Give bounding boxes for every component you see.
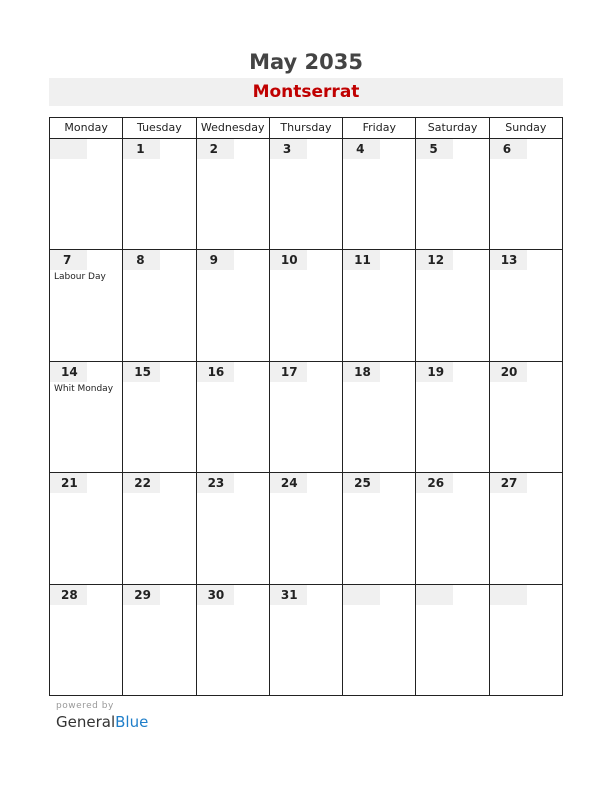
day-number: 1	[123, 139, 160, 159]
day-number: 4	[343, 139, 380, 159]
day-cell	[270, 473, 343, 584]
generalblue-logo[interactable]	[56, 712, 148, 732]
day-cell	[123, 139, 196, 250]
holiday-label: Whit Monday	[54, 383, 114, 394]
day-number: 19	[416, 362, 453, 382]
day-number: 28	[50, 585, 87, 605]
day-number: 23	[197, 473, 234, 493]
day-cell	[270, 585, 343, 696]
day-number: 27	[490, 473, 527, 493]
day-cell	[343, 362, 416, 473]
day-cell	[490, 139, 563, 250]
day-number: 12	[416, 250, 453, 270]
powered-by-text: powered by	[56, 701, 114, 711]
day-cell	[50, 473, 123, 584]
day-cell	[270, 139, 343, 250]
day-number: 21	[50, 473, 87, 493]
day-cell	[416, 362, 489, 473]
day-number: 17	[270, 362, 307, 382]
day-cell	[416, 139, 489, 250]
day-number: 20	[490, 362, 527, 382]
day-number: 8	[123, 250, 160, 270]
day-number: 10	[270, 250, 307, 270]
day-cell	[50, 250, 123, 361]
day-cell	[50, 585, 123, 696]
day-cell	[197, 362, 270, 473]
day-number: 29	[123, 585, 160, 605]
day-number: 22	[123, 473, 160, 493]
day-cell	[270, 362, 343, 473]
day-cell	[343, 585, 416, 696]
country-name: Montserrat	[252, 82, 360, 102]
day-cell	[343, 139, 416, 250]
day-cell	[197, 250, 270, 361]
day-cell	[416, 473, 489, 584]
day-cell	[197, 473, 270, 584]
day-number: 11	[343, 250, 380, 270]
day-cell	[343, 250, 416, 361]
holiday-label: Labour Day	[54, 272, 106, 283]
day-number: 7	[50, 250, 87, 270]
day-cell	[123, 362, 196, 473]
day-number-empty	[343, 585, 380, 605]
weekday-header-thursday: Thursday	[270, 118, 343, 139]
day-number: 25	[343, 473, 380, 493]
day-cell	[490, 473, 563, 584]
day-cell	[197, 139, 270, 250]
day-number: 31	[270, 585, 307, 605]
day-number: 5	[416, 139, 453, 159]
weekday-header-sunday: Sunday	[490, 118, 563, 139]
day-cell	[50, 139, 123, 250]
weekday-header-tuesday: Tuesday	[123, 118, 196, 139]
weekday-header-monday: Monday	[50, 118, 123, 139]
day-number-empty	[416, 585, 453, 605]
brand-general: General	[56, 713, 116, 731]
day-number: 30	[197, 585, 234, 605]
day-cell	[270, 250, 343, 361]
day-cell	[123, 250, 196, 361]
day-cell	[416, 250, 489, 361]
day-cell	[123, 473, 196, 584]
day-number: 24	[270, 473, 307, 493]
day-number: 3	[270, 139, 307, 159]
day-number: 15	[123, 362, 160, 382]
day-number: 13	[490, 250, 527, 270]
day-cell	[490, 362, 563, 473]
weekday-header-wednesday: Wednesday	[197, 118, 270, 139]
weekday-header-saturday: Saturday	[416, 118, 489, 139]
day-number: 14	[50, 362, 87, 382]
calendar-title: May 2035	[249, 50, 363, 74]
day-number: 6	[490, 139, 527, 159]
brand-blue: Blue	[115, 713, 149, 731]
country-banner	[49, 78, 563, 106]
day-cell	[490, 585, 563, 696]
day-number: 9	[197, 250, 234, 270]
day-number-empty	[490, 585, 527, 605]
day-number: 2	[197, 139, 234, 159]
day-cell	[343, 473, 416, 584]
day-number: 16	[197, 362, 234, 382]
day-cell	[197, 585, 270, 696]
day-number: 26	[416, 473, 453, 493]
day-cell	[50, 362, 123, 473]
weekday-header-friday: Friday	[343, 118, 416, 139]
day-cell	[490, 250, 563, 361]
calendar-grid	[49, 117, 563, 696]
day-cell	[123, 585, 196, 696]
day-number-empty	[50, 139, 87, 159]
day-number: 18	[343, 362, 380, 382]
day-cell	[416, 585, 489, 696]
footer	[56, 700, 148, 732]
